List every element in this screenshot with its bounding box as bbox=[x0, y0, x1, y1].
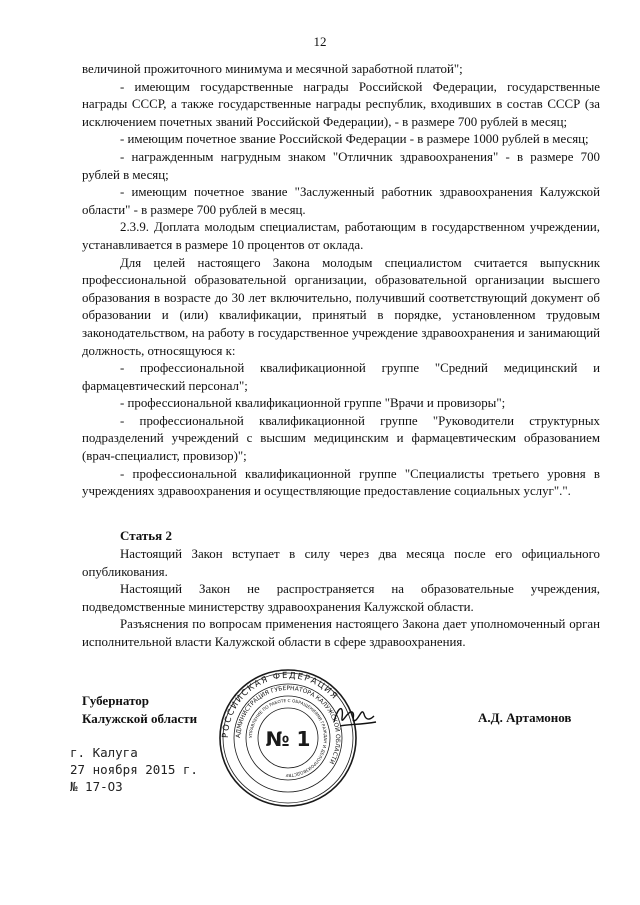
paragraph: - имеющим почетное звание "Заслуженный работник здравоохранения Калужской области" - в размере 700 рублей в месяц. bbox=[82, 185, 600, 217]
paragraph: - имеющим государственные награды Российской Федерации, государственные награды СССР, а также государственные награды республик, входивших в состав СССР (за исключением почетных званий Российской Федерации), - в размере 700 рублей в месяц; bbox=[82, 79, 600, 129]
registration-stamp bbox=[70, 744, 198, 795]
governor-title-line: Губернатор bbox=[82, 693, 150, 708]
paragraph: Разъяснения по вопросам применения настоящего Закона дает уполномоченный орган исполнительной власти Калужской области в сфере здравоохранения. bbox=[82, 617, 600, 649]
seal-outer-text: РОССИЙСКАЯ ФЕДЕРАЦИЯ bbox=[220, 670, 340, 739]
paragraph: Настоящий Закон вступает в силу через два месяца после его официального опубликования. bbox=[82, 547, 600, 579]
paragraph: - награжденным нагрудным знаком "Отличник здравоохранения" - в размере 700 рублей в месяц; bbox=[82, 149, 600, 182]
seal-inner-text: УПРАВЛЕНИЕ ПО РАБОТЕ С ОБРАЩЕНИЯМИ ГРАЖДАН И ДЕЛОПРОИЗВОДСТВУ bbox=[247, 697, 329, 779]
paragraph: Для целей настоящего Закона молодым специалистом считается выпускник профессиональной образовательной организации, образовательной организации высшего образования в возрасте до 30 лет включительно, получивший соответствующий документ об образовании и (или) квалификации, принятый в порядке, установленном трудовым законодательством, на работу в государственное учреждение здравоохранения и занимающий должность, относящуюся к: bbox=[82, 255, 600, 358]
paragraph: - профессиональной квалификационной группе "Врачи и провизоры"; bbox=[120, 396, 506, 411]
seal-middle-text: АДМИНИСТРАЦИЯ ГУБЕРНАТОРА КАЛУЖСКОЙ ОБЛАСТИ bbox=[234, 684, 342, 766]
paragraph: величиной прожиточного минимума и месячной заработной платой"; bbox=[82, 62, 463, 76]
governor-name: А.Д. Артамонов bbox=[478, 710, 572, 725]
article-heading: Статья 2 bbox=[120, 528, 172, 543]
paragraph: Настоящий Закон не распространяется на образовательные учреждения, подведомственные министерству здравоохранения Калужской области. bbox=[82, 582, 600, 614]
seal-number: № 1 bbox=[265, 727, 311, 751]
stamp-date: 27 ноября 2015 г. bbox=[70, 762, 198, 777]
paragraph: 2.3.9. Доплата молодым специалистам, работающим в государственном учреждении, устанавливается в размере 10 процентов от оклада. bbox=[82, 220, 600, 252]
document-body bbox=[82, 61, 600, 501]
paragraph: - профессиональной квалификационной группе "Руководители структурных подразделений учреждений с высшим медицинским и фармацевтическим образованием (врач-специалист, провизор)"; bbox=[82, 413, 600, 464]
article-body bbox=[82, 546, 600, 652]
stamp-city: г. Калуга bbox=[70, 745, 138, 760]
stamp-number: № 17-ОЗ bbox=[70, 779, 123, 794]
paragraph: - имеющим почетное звание Российской Федерации - в размере 1000 рублей в месяц; bbox=[120, 132, 589, 147]
handwritten-signature bbox=[330, 700, 380, 734]
official-seal bbox=[218, 668, 358, 808]
governor-title bbox=[82, 692, 197, 728]
paragraph: - профессиональной квалификационной группе "Специалисты третьего уровня в учреждениях здравоохранения и осуществляющие предоставление социальных услуг".". bbox=[82, 466, 600, 499]
page-number: 12 bbox=[313, 34, 327, 49]
paragraph: - профессиональной квалификационной группе "Средний медицинский и фармацевтический персонал"; bbox=[82, 361, 600, 393]
governor-title-line: Калужской области bbox=[82, 711, 198, 726]
